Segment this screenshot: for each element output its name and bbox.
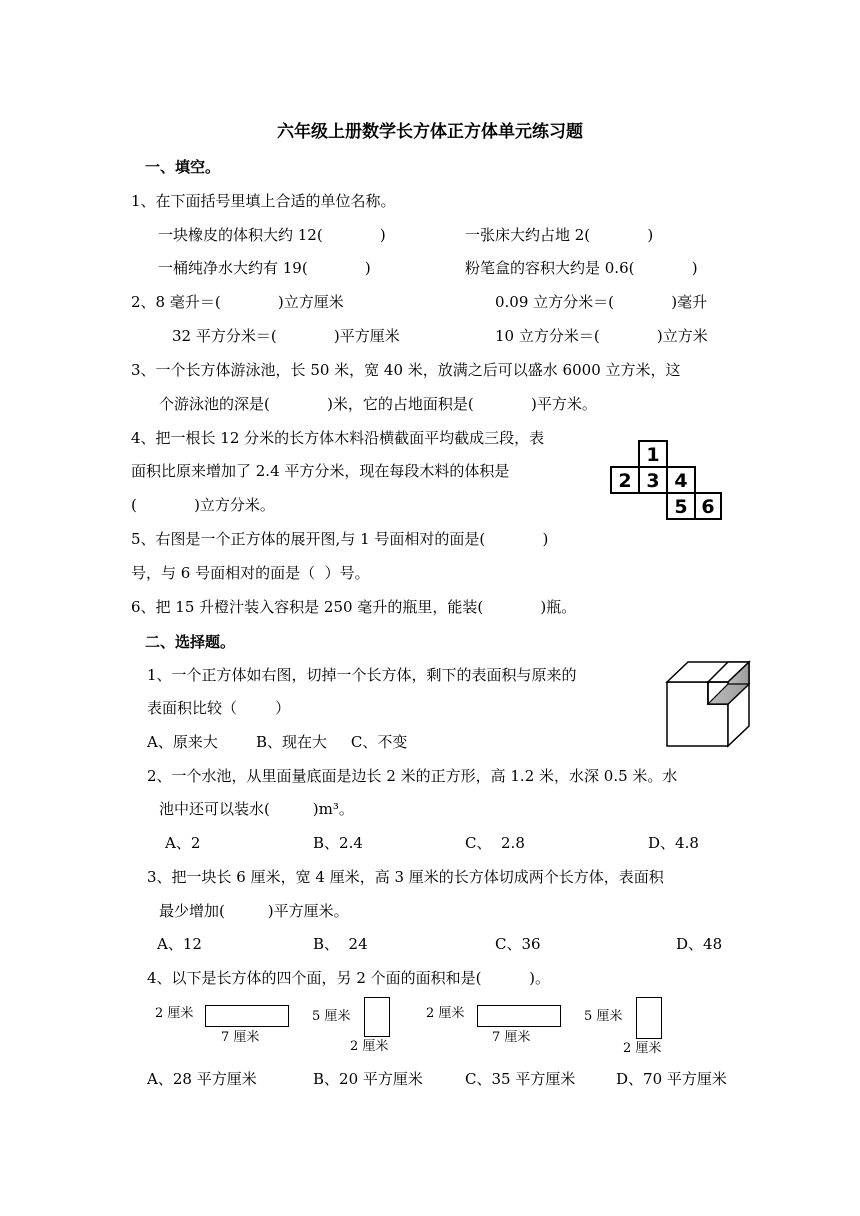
face-a-rect — [205, 1005, 289, 1027]
page-title: 六年级上册数学长方体正方体单元练习题 — [277, 122, 583, 142]
net-face-2: 2 — [618, 470, 632, 492]
s2-q3-option-a: A、12 — [157, 935, 202, 953]
cut-cube-figure — [666, 660, 752, 748]
net-face-4: 4 — [674, 470, 688, 492]
q1-item-4: 粉笔盒的容积大约是 0.6( ) — [465, 259, 698, 277]
net-face-3: 3 — [646, 470, 660, 492]
s2-q3-option-d: D、48 — [676, 935, 723, 953]
q2-item-4: 10 立方分米＝( )立方米 — [495, 327, 708, 345]
s2-q2-line-2: 池中还可以装水( )m³。 — [159, 800, 354, 818]
face-c-rect — [477, 1005, 561, 1027]
q2-item-2: 0.09 立方分米＝( )毫升 — [495, 293, 708, 311]
s2-q3-line-1: 3、把一块长 6 厘米，宽 4 厘米，高 3 厘米的长方体切成两个长方体，表面积 — [147, 868, 664, 886]
s2-q2-option-b: B、2.4 — [313, 834, 363, 852]
q2-item-1: 2、8 毫升＝( )立方厘米 — [131, 293, 344, 311]
s2-q2-option-d: D、4.8 — [648, 834, 699, 852]
q5-line-2: 号，与 6 号面相对的面是（ ）号。 — [131, 564, 370, 582]
face-a-bottom-label: 7 厘米 — [221, 1030, 260, 1045]
q3-line-2: 个游泳池的深是( )米，它的占地面积是( )平方米。 — [159, 395, 597, 413]
s2-q4-line-1: 4、以下是长方体的四个面，另 2 个面的面积和是( )。 — [147, 969, 551, 987]
q1-stem: 1、在下面括号里填上合适的单位名称。 — [131, 192, 396, 210]
face-d-rect — [636, 997, 662, 1039]
face-b-side-label: 5 厘米 — [312, 1009, 351, 1024]
section-2-heading: 二、选择题。 — [145, 633, 236, 651]
face-b-bottom-label: 2 厘米 — [350, 1039, 389, 1054]
s2-q2-line-1: 2、一个水池，从里面量底面是边长 2 米的正方形，高 1.2 米，水深 0.5 米。水 — [147, 767, 678, 785]
q1-item-1: 一块橡皮的体积大约 12( ) — [158, 226, 386, 244]
face-c-bottom-label: 7 厘米 — [492, 1030, 531, 1045]
net-face-6: 6 — [701, 496, 715, 518]
q4-line-3: ( )立方分米。 — [131, 496, 275, 514]
s2-q2-option-c: C、 2.8 — [465, 834, 525, 852]
s2-q3-line-2: 最少增加( )平方厘米。 — [159, 902, 349, 920]
q2-item-3: 32 平方分米＝( )平方厘米 — [172, 327, 400, 345]
q6-line-1: 6、把 15 升橙汁装入容积是 250 毫升的瓶里，能装( )瓶。 — [131, 598, 577, 616]
s2-q4-option-d: D、70 平方厘米 — [616, 1070, 727, 1088]
s2-q3-option-b: B、 24 — [313, 935, 368, 953]
q4-line-2: 面积比原来增加了 2.4 平方分米，现在每段木料的体积是 — [131, 462, 510, 480]
section-1-heading: 一、填空。 — [145, 158, 221, 176]
net-face-5: 5 — [674, 496, 688, 518]
face-d-bottom-label: 2 厘米 — [623, 1041, 662, 1056]
s2-q1-line-2: 表面积比较（ ） — [147, 699, 291, 717]
face-a-side-label: 2 厘米 — [155, 1006, 194, 1021]
q1-item-2: 一张床大约占地 2( ) — [465, 226, 654, 244]
s2-q1-options: A、原来大 B、现在大 C、不变 — [147, 733, 408, 751]
q4-line-1: 4、把一根长 12 分米的长方体木料沿横截面平均截成三段，表 — [131, 429, 545, 447]
face-c-side-label: 2 厘米 — [426, 1006, 465, 1021]
net-face-1: 1 — [646, 444, 660, 466]
q5-line-1: 5、右图是一个正方体的展开图,与 1 号面相对的面是( ) — [131, 530, 549, 548]
s2-q1-line-1: 1、一个正方体如右图，切掉一个长方体，剩下的表面积与原来的 — [147, 666, 577, 684]
s2-q4-option-a: A、28 平方厘米 — [147, 1070, 257, 1088]
face-d-side-label: 5 厘米 — [584, 1009, 623, 1024]
s2-q4-option-b: B、20 平方厘米 — [313, 1070, 423, 1088]
s2-q4-option-c: C、35 平方厘米 — [465, 1070, 576, 1088]
q3-line-1: 3、一个长方体游泳池，长 50 米，宽 40 米，放满之后可以盛水 6000 立方米，这 — [131, 361, 681, 379]
cube-net-figure — [611, 441, 721, 521]
face-b-rect — [364, 997, 390, 1037]
s2-q2-option-a: A、2 — [165, 834, 201, 852]
q1-item-3: 一桶纯净水大约有 19( ) — [158, 259, 371, 277]
s2-q3-option-c: C、36 — [495, 935, 541, 953]
